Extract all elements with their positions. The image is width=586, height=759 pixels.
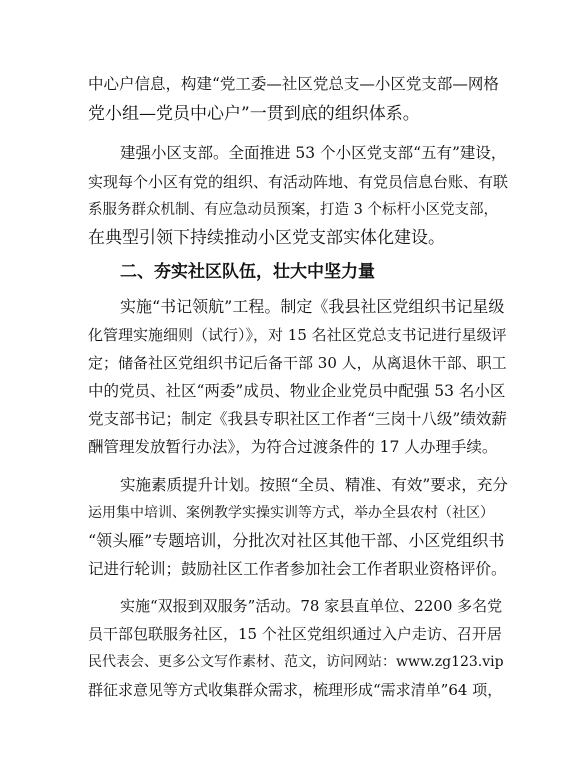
paragraph-line: 建强小区支部。全面推进 53 个小区党支部“五有”建设， (120, 144, 507, 162)
paragraph-line: 党支部书记；制定《我县专职社区工作者“三岗十八级”绩效薪 (88, 410, 507, 428)
paragraph-line: 实施“书记领航”工程。制定《我县社区党组织书记星级 (120, 297, 505, 316)
paragraph-line: 实施“双报到双服务”活动。78 家县直单位、2200 多名党 (120, 597, 503, 615)
paragraph-line: 记进行轮训；鼓励社区工作者参加社会工作者职业资格评价。 (88, 560, 507, 578)
paragraph-line: 党小组—党员中心户”一贯到底的组织体系。 (88, 104, 420, 124)
paragraph-line: 化管理实施细则（试行）》，对 15 名社区党总支书记进行星级评 (88, 326, 507, 344)
paragraph-line: 运用集中培训、案例教学实操实训等方式，举办全县农村（社区） (88, 505, 494, 521)
paragraph-line: 中的党员、社区“两委”成员、物业企业党员中配强 53 名小区 (88, 382, 506, 400)
section-heading: 二、夯实社区队伍，壮大中坚力量 (120, 262, 375, 282)
paragraph-line: 实现每个小区有党的组织、有活动阵地、有党员信息台账、有联 (88, 173, 509, 191)
paragraph-line: 系服务群众机制、有应急动员预案，打造 3 个标杆小区党支部， (88, 202, 498, 218)
paragraph-line: 实施素质提升计划。按照“全员、精准、有效”要求，充分 (120, 476, 508, 494)
paragraph-line: 酬管理发放暂行办法》，为符合过渡条件的 17 人办理手续。 (88, 438, 498, 456)
paragraph-line: “领头雁”专题培训，分批次对社区其他干部、小区党组织书 (88, 531, 505, 550)
paragraph-line: 员干部包联服务社区，15 个社区党组织通过入户走访、召开居 (88, 625, 502, 643)
paragraph-line: 群征求意见等方式收集群众需求，梳理形成“需求清单”64 项， (88, 681, 503, 699)
paragraph-line: 在典型引领下持续推动小区党支部实体化建设。 (88, 228, 445, 248)
paragraph-line: 民代表会、更多公文写作素材、范文，访问网站：www.zg123.vip (88, 654, 504, 670)
paragraph-line: 中心户信息，构建“党工委—社区党总支—小区党支部—网格 (88, 75, 499, 93)
paragraph-line: 定；储备社区党组织书记后备干部 30 人，从离退休干部、职工 (88, 354, 507, 372)
